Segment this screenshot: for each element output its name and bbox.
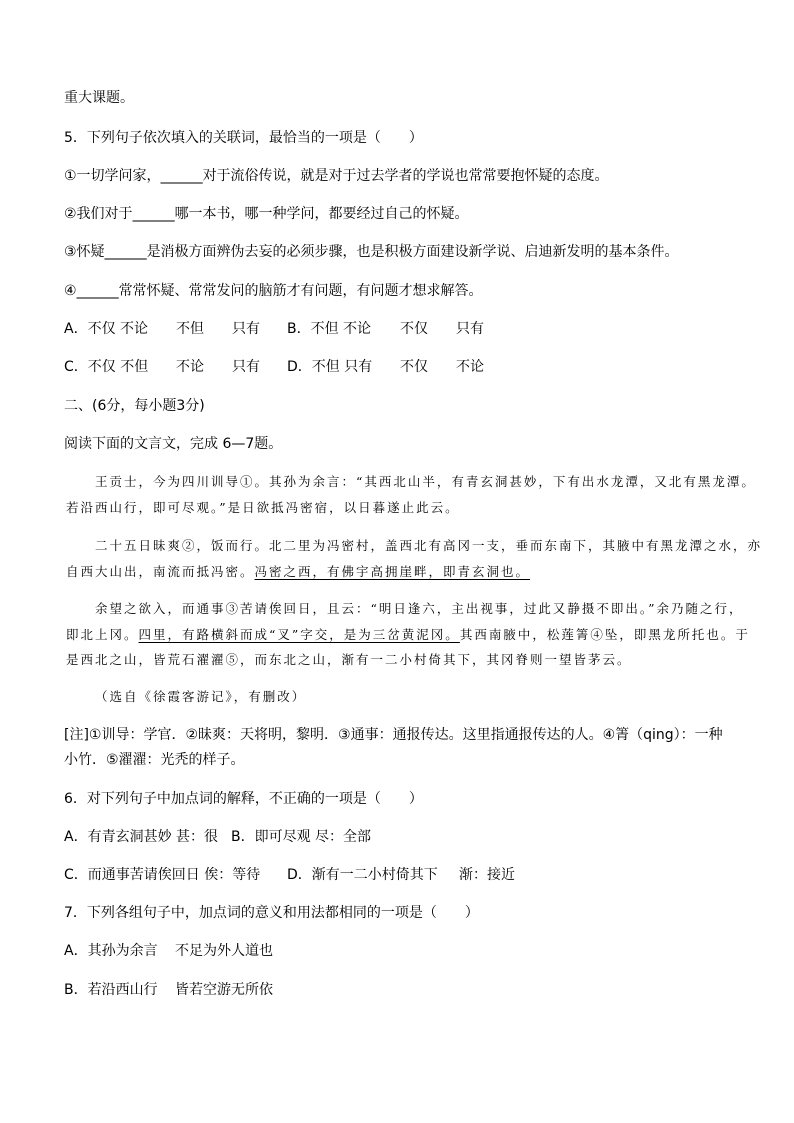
underlined-sentence: 四里，有路横斜而成“叉”字交，是为三岔黄泥冈。 [138, 627, 460, 642]
q6-options-row-1 [64, 827, 744, 847]
sentence-text: 常常怀疑、常常发问的脑筋才有问题，有问题才想求解答。 [118, 283, 483, 299]
option-c-second: 不论 [176, 359, 204, 375]
sentence-text: 是消极方面辨伪去妄的必须步骤，也是积极方面建设新学说、启迪新发明的基本条件。 [146, 244, 679, 260]
passage-text: 其西南腋中，松莲箐④坠，即黑龙所托也。于 [459, 627, 750, 642]
fill-blank: ______ [132, 206, 175, 222]
passage-p1-line-1: 王贡士，今为四川训导①。其孙为余言：“其西北山半，有青玄洞甚妙，下有出水龙潭，又北有黑龙潭。 [95, 474, 756, 489]
option-a-third: 只有 [232, 321, 260, 337]
passage-text: 即北上冈。 [66, 627, 139, 642]
option-a-first: A．其孙为余言 [64, 943, 158, 959]
underlined-sentence: 冯密之西，有佛宇高拥崖畔，即青玄洞也。 [254, 564, 531, 579]
sentence-text: 对于流俗传说，就是对于过去学者的学说也常常要抱怀疑的态度。 [202, 168, 609, 184]
fill-blank: ______ [76, 283, 119, 299]
notes-line-1: [注]①训导：学官．②昧爽：天将明，黎明．③通事：通报传达。这里指通报传达的人。④箐（qing）：一种 [64, 727, 723, 743]
section-heading: 二、(6分，每小题3分) [64, 398, 205, 414]
sentence-text: ④ [64, 283, 77, 299]
option-b-third: 只有 [456, 321, 484, 337]
q5-stem: 5．下列句子依次填入的关联词，最恰当的一项是（ ） [64, 130, 423, 146]
continuation-text: 重大课题。 [64, 90, 134, 106]
q7-options-row-2 [64, 980, 744, 1000]
option-d-third: 不论 [456, 359, 484, 375]
option-c-third: 只有 [232, 359, 260, 375]
sentence-text: ③怀疑 [64, 244, 105, 260]
passage-p3-line-2 [66, 626, 750, 644]
passage-p3-line-3: 是西北之山，皆荒石濯濯⑤，而东北之山，渐有一二小村倚其下，其冈脊则一望皆茅云。 [66, 652, 632, 667]
option-d-second: 不仅 [400, 359, 428, 375]
q5-sentence-4 [64, 281, 483, 301]
sentence-text: ①一切学问家， [64, 168, 161, 184]
sentence-text: 哪一本书，哪一种学问，都要经过自己的怀疑。 [174, 206, 469, 222]
option-b-second: 不仅 [400, 321, 428, 337]
option-b-first: B．若沿西山行 [64, 982, 158, 998]
q7-options-row-1 [64, 941, 744, 961]
passage-p2-line-1: 二十五日昧爽②，饭而行。北二里为冯密村，盖西北有高冈一支，垂而东南下，其腋中有黑龙潭之水，亦 [95, 538, 763, 553]
q6-options-row-2 [64, 865, 744, 885]
q5-sentence-3 [64, 242, 679, 262]
passage-p2-line-2 [66, 563, 530, 581]
option-d: D．渐有一二小村倚其下 [287, 867, 438, 883]
q5-options-row-1 [64, 319, 744, 339]
passage-source: （选自《徐霞客游记》，有删改） [95, 689, 307, 704]
q5-sentence-1 [64, 166, 609, 186]
option-b: B．即可尽观 尽：全部 [231, 829, 372, 845]
notes-line-2: 小竹．⑤濯濯：光秃的样子。 [64, 752, 245, 768]
option-c-first: C．不仅 不但 [64, 359, 149, 375]
passage-p3-line-1: 余望之欲入，而通事③苦请俟回日，且云：“明日逢六，主出视事，过此又静摄不即出。”余乃随之行， [95, 601, 744, 616]
passage-text: 自西大山出，南流而抵冯密。 [66, 564, 255, 579]
option-a: A．有青玄洞甚妙 甚：很 [64, 829, 219, 845]
fill-blank: ______ [160, 168, 203, 184]
option-b-second: 皆若空游无所依 [175, 982, 273, 998]
q5-options-row-2 [64, 357, 744, 377]
q6-stem: 6．对下列句子中加点词的解释，不正确的一项是（ ） [64, 791, 423, 807]
passage-p1-line-2: 若沿西山行，即可尽观。”是日欲抵冯密宿，以日暮遂止此云。 [66, 500, 460, 515]
option-a-first: A．不仅 不论 [64, 321, 149, 337]
option-c: C．而通事苦请俟回日 俟：等待 [64, 867, 261, 883]
option-b-first: B．不但 不论 [287, 321, 372, 337]
sentence-text: ②我们对于 [64, 206, 133, 222]
option-d-first: D．不但 只有 [287, 359, 373, 375]
fill-blank: ______ [104, 244, 147, 260]
option-a-second: 不足为外人道也 [175, 943, 273, 959]
section-instruction: 阅读下面的文言文，完成 6—7题。 [64, 436, 283, 452]
option-d-explanation: 渐：接近 [459, 867, 515, 883]
q5-sentence-2 [64, 204, 469, 224]
option-a-second: 不但 [176, 321, 204, 337]
q7-stem: 7．下列各组句子中，加点词的意义和用法都相同的一项是（ ） [64, 905, 479, 921]
